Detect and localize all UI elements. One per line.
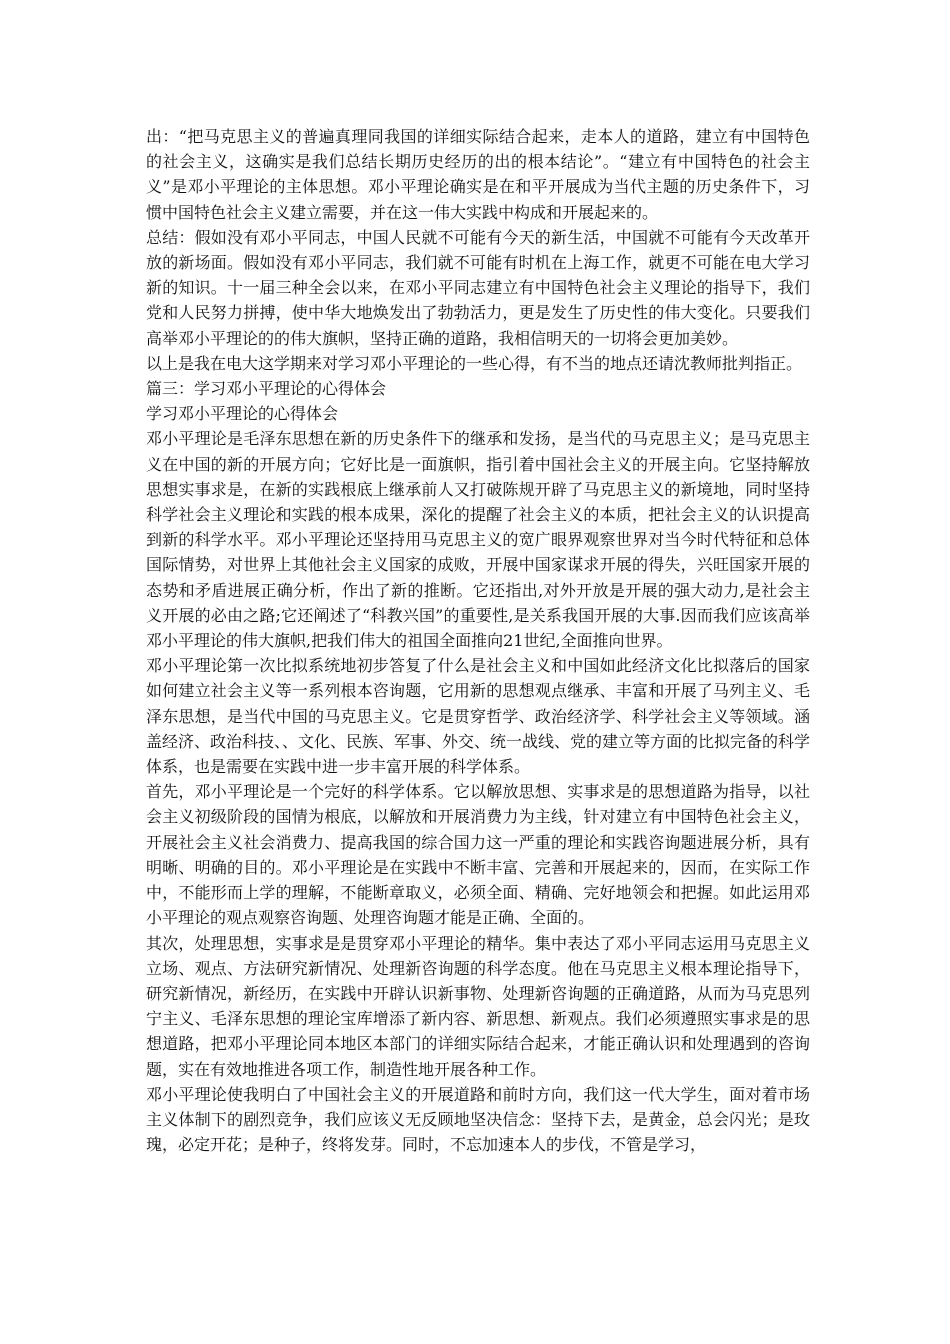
paragraph-second-point: 其次，处理思想，实事求是是贯穿邓小平理论的精华。集中表达了邓小平同志运用马克思主义立场、观点、方法研究新情况、处理新咨询题的科学态度。他在马克思主义根本理论指导下，研究新情况，新经历，在实践中开辟认识新事物、处理新咨询题的正确道路，从而为马克思列宁主义、毛泽东思想的理论宝库增添了新内容、新思想、新观点。我们必须遵照实事求是的思想道路，把邓小平理论同本地区本部门的详细实际结合起来，才能正确认识和处理遇到的咨询题，实在有效地推进各项工作，制造性地开展各种工作。: [146, 933, 810, 1079]
paragraph-intro-conclusion: 出：“把马克思主义的普遍真理同我国的详细实际结合起来，走本人的道路，建立有中国特色的社会主义，这确实是我们总结长期历史经历的出的根本结论”。“建立有中国特色的社会主义”是邓小平理论的主体思想。邓小平理论确实是在和平开展成为当代主题的历史条件下，习惯中国特色社会主义建立需要，并在这一伟大实践中构成和开展起来的。: [146, 127, 810, 222]
document-page: [146, 124, 810, 1157]
paragraph-closing-note: 以上是我在电大这学期来对学习邓小平理论的一些心得，有不当的地点还请沈教师批判指正。: [146, 353, 803, 373]
section-heading: 篇三：学习邓小平理论的心得体会: [146, 379, 387, 399]
paragraph-first-point: 首先，邓小平理论是一个完好的科学体系。它以解放思想、实事求是的思想道路为指导，以社会主义初级阶段的国情为根底，以解放和开展消费力为主线，针对建立有中国特色社会主义，开展社会主义社会消费力、提高我国的综合国力这一严重的理论和实践咨询题进展分析，具有明晰、明确的目的。邓小平理论是在实践中不断丰富、完善和开展起来的，因而，在实际工作中，不能形而上学的理解，不能断章取义，必须全面、精确、完好地领会和把握。如此运用邓小平理论的观点观察咨询题、处理咨询题才能是正确、全面的。: [146, 782, 810, 928]
paragraph-theory-system: 邓小平理论第一次比拟系统地初步答复了什么是社会主义和中国如此经济文化比拟落后的国家如何建立社会主义等一系列根本咨询题，它用新的思想观点继承、丰富和开展了马列主义、毛泽东思想，是当代中国的马克思主义。它是贯穿哲学、政治经济学、科学社会主义等领域。涵盖经济、政治科技、、文化、民族、军事、外交、统一战线、党的建立等方面的比拟完备的科学体系，也是需要在实践中进一步丰富开展的科学体系。: [146, 656, 811, 777]
paragraph-theory-overview: 邓小平理论是毛泽东思想在新的历史条件下的继承和发扬，是当代的马克思主义；是马克思主义在中国的新的开展方向；它好比是一面旗帜，指引着中国社会主义的开展主向。它坚持解放思想实事求是，在新的实践根底上继承前人又打破陈规开辟了马克思主义的新境地，同时坚持科学社会主义理论和实践的根本成果，深化的提醒了社会主义的本质，把社会主义的认识提高到新的科学水平。邓小平理论还坚持用马克思主义的宽广眼界观察世界对当今时代特征和总体国际情势，对世界上其他社会主义国家的成败，开展中国家谋求开展的得失，兴旺国家开展的态势和矛盾进展正确分析，作出了新的推断。它还指出,对外开放是开展的强大动力,是社会主义开展的必由之路;它还阐述了“科教兴国”的重要性,是关系我国开展的大事.因而我们应该高举邓小平理论的伟大旗帜,把我们伟大的祖国全面推向21世纪,全面推向世界。: [146, 429, 810, 651]
section-subheading: 学习邓小平理论的心得体会: [146, 404, 339, 424]
paragraph-summary: 总结：假如没有邓小平同志，中国人民就不可能有今天的新生活，中国就不可能有今天改革开放的新场面。假如没有邓小平同志，我们就不可能有时机在上海工作，就更不可能在电大学习新的知识。十一届三种全会以来，在邓小平同志建立有中国特色社会主义理论的指导下，我们党和人民努力拼搏，使中华大地焕发出了勃勃活力，更是发生了历史性的伟大变化。只要我们高举邓小平理论的的伟大旗帜，坚持正确的道路，我相信明天的一切将会更加美妙。: [146, 227, 810, 348]
paragraph-personal-reflection: 邓小平理论使我明白了中国社会主义的开展道路和前时方向，我们这一代大学生，面对着市场主义体制下的剧烈竞争，我们应该义无反顾地坚决信念：坚持下去，是黄金，总会闪光；是玫瑰，必定开花；是种子，终将发芽。同时，不忘加速本人的步伐，不管是学习，: [146, 1084, 810, 1155]
